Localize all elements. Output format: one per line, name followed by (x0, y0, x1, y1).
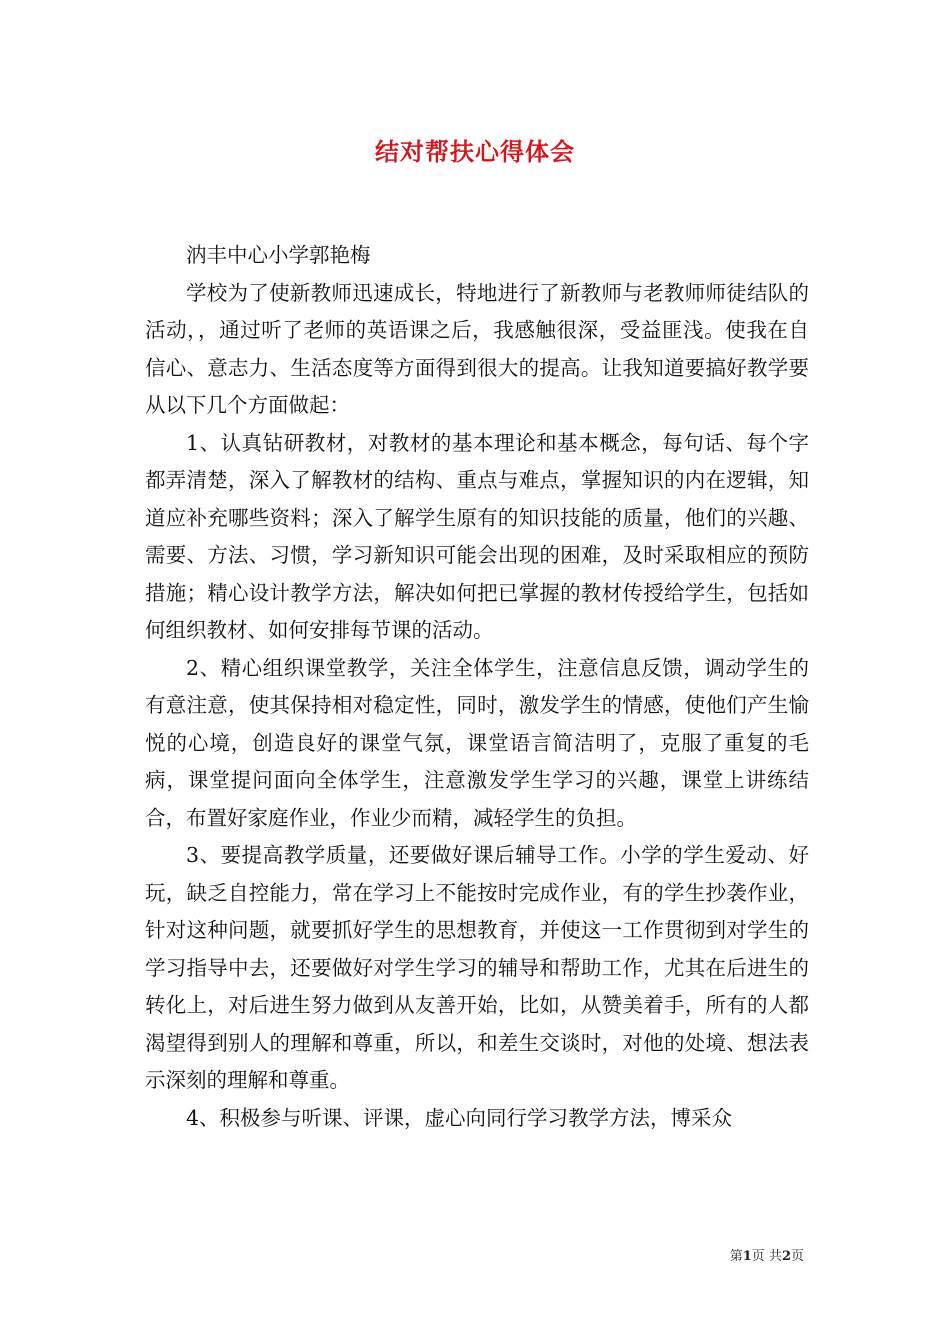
page-number-footer (730, 1245, 804, 1264)
paragraph-point-1: 1、认真钻研教材，对教材的基本理论和基本概念，每句话、每个字都弄清楚，深入了解教材的结构、重点与难点，掌握知识的内在逻辑，知道应补充哪些资料；深入了解学生原有的知识技能的质量，他们的兴趣、需要、方法、习惯，学习新知识可能会出现的困难，及时采取相应的预防措施；精心设计教学方法，解决如何把已掌握的教材传授给学生，包括如何组织教材、如何安排每节课的活动。 (145, 430, 809, 642)
footer-total-pages: 2 (781, 1249, 791, 1264)
document-title: 结对帮扶心得体会 (375, 138, 575, 166)
footer-suffix: 页 (790, 1249, 804, 1264)
footer-current-page: 1 (742, 1249, 752, 1264)
document-body (145, 237, 809, 1137)
footer-prefix: 第 (729, 1249, 743, 1264)
paragraph-point-3: 3、要提高教学质量，还要做好课后辅导工作。小学的学生爱动、好玩，缺乏自控能力，常在学习上不能按时完成作业，有的学生抄袭作业，针对这种问题，就要抓好学生的思想教育，并使这一工作贯彻到对学生的学习指导中去，还要做好对学生学习的辅导和帮助工作，尤其在后进生的转化上，对后进生努力做到从友善开始，比如，从赞美着手，所有的人都渴望得到别人的理解和尊重，所以，和差生交谈时，对他的处境、想法表示深刻的理解和尊重。 (145, 843, 809, 1092)
author-line: 汭丰中心小学郭艳梅 (186, 243, 371, 267)
paragraph-intro: 学校为了使新教师迅速成长，特地进行了新教师与老教师师徒结队的活动，，通过听了老师的英语课之后，我感触很深，受益匪浅。使我在自信心、意志力、生活态度等方面得到很大的提高。让我知道要搞好教学要从以下几个方面做起： (145, 280, 809, 417)
paragraph-point-4: 4、积极参与听课、评课，虚心向同行学习教学方法，博采众 (186, 1105, 733, 1130)
footer-middle: 页 共 (751, 1249, 782, 1264)
paragraph-point-2: 2、精心组织课堂教学，关注全体学生，注意信息反馈，调动学生的有意注意，使其保持相对稳定性，同时，激发学生的情感，使他们产生愉悦的心境，创造良好的课堂气氛，课堂语言简洁明了，克服了重复的毛病，课堂提问面向全体学生，注意激发学生学习的兴趣，课堂上讲练结合，布置好家庭作业，作业少而精，减轻学生的负担。 (145, 655, 809, 830)
